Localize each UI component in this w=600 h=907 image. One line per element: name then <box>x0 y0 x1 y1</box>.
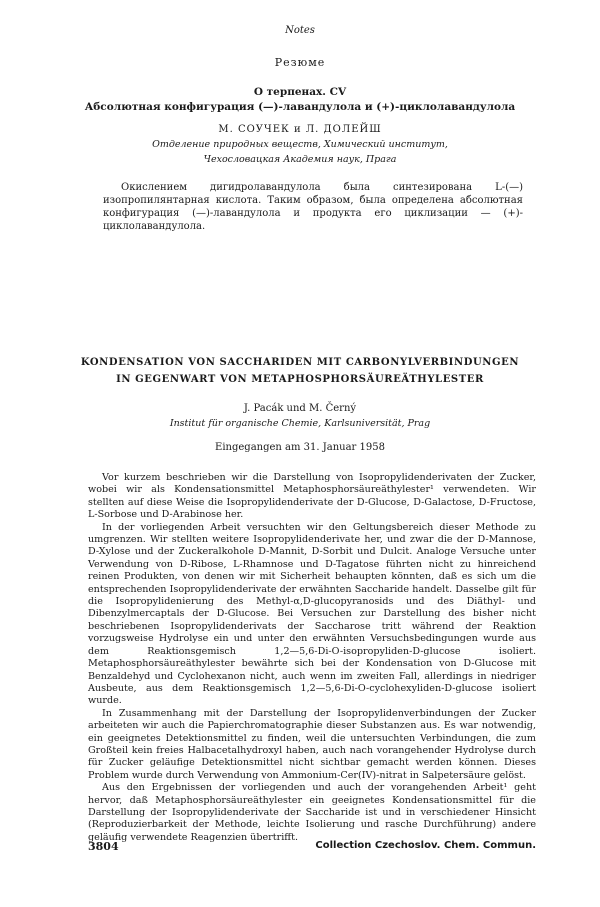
russian-institute-line1: Отделение природных веществ, Химический институт, <box>152 139 448 150</box>
body-paragraph-4: Aus den Ergebnissen der vorliegenden und auch der vorangehenden Arbeit¹ geht hervor, daß Metaphosphorsäureäthylester ein geeignetes Kondensationsmittel für die Darstellung der Isopropylidenderivate der Saccharide ist und in verschiedener Hinsicht (Reproduzierbarkeit der Methode, leichte Isolierung und rasche Durchführung) andere geläufig verwendete Reagenzien übertrifft. <box>88 782 536 843</box>
german-title-line1: KONDENSATION VON SACCHARIDEN MIT CARBONYLVERBINDUNGEN <box>80 357 520 368</box>
resume-heading: Резюме <box>274 56 326 69</box>
russian-authors: М. СОУЧЕК и Л. ДОЛЕЙШ <box>218 124 382 135</box>
received-date: Eingegangen am 31. Januar 1958 <box>215 442 385 453</box>
body-paragraph-3: In Zusammenhang mit der Darstellung der Isopropylidenverbindungen der Zucker arbeiteten wir auch die Papierchromatographie dieser Substanzen aus. Es war notwendig, ein geeignetes Detektionsmittel zu finden, weil die untersuchten Verbindungen, die zum Großteil kein freies Halbacetalhydroxyl haben, auch nach vorangehender Hydrolyse durch für Zucker geläufige Detektionsmittel nicht sichtbar gemacht werden können. Dieses Problem wurde durch Verwendung von Ammonium-Cer(IV)-nitrat in Salpetersäure gelöst. <box>88 707 536 781</box>
running-header: Notes <box>285 25 315 36</box>
russian-title-line2: Абсолютная конфигурация (—)-лавандулола и (+)-циклолавандулола <box>84 101 516 113</box>
russian-title-line1: О терпенах. CV <box>253 86 347 98</box>
body-paragraph-1: Vor kurzem beschrieben wir die Darstellung von Isopropylidenderivaten der Zucker, wobei wir als Kondensationsmittel Metaphosphorsäureäthylester¹ verwendeten. Wir stellten auf diese Weise die Isopropylidenderivate der D-Glucose, D-Galactose, D-Fructose, L-Sorbose und D-Arabinose her. <box>88 472 536 521</box>
german-title-line2: IN GEGENWART VON METAPHOSPHORSÄUREÄTHYLESTER <box>116 374 484 385</box>
german-institute: Institut für organische Chemie, Karlsuniversität, Prag <box>169 418 431 429</box>
article-body <box>88 472 536 844</box>
russian-abstract: Окислением дигидролавандулола была синтезирована L-(—) изопропилянтарная кислота. Таким образом, была определена абсолютная конфигурация (—)-лавандулола и продукта его циклизации — (+)-циклолавандулола. <box>103 182 523 232</box>
page-number: 3804 <box>88 840 119 853</box>
body-paragraph-2: In der vorliegenden Arbeit versuchten wir den Geltungsbereich dieser Methode zu umgrenzen. Wir stellten weitere Isopropylidenderivate her, und zwar die der D-Mannose, D-Xylose und der Zuckeralkohole D-Mannit, D-Sorbit und Dulcit. Analoge Versuche unter Verwendung von D-Ribose, L-Rhamnose und D-Tagatose führten nicht zu hinreichend reinen Produkten, von denen wir mit Sicherheit behaupten könnten, daß es sich um die entsprechenden Isopropylidenderivate der erwähnten Saccharide handelt. Dasselbe gilt für die Isopropylidenierung des Methyl-α,D-glucopyranosids und des Diäthyl- und Dibenzylmercaptals der D-Glucose. Bei Versuchen zur Darstellung des bisher nicht beschriebenen Isopropylidenderivats der Saccharose tritt während der Reaktion vorzugsweise Hydrolyse ein und unter den erwähnten Versuchsbedingungen wurde aus dem Reaktionsgemisch 1,2—5,6-Di-O-isopropyliden-D-glucose isoliert. Metaphosphorsäureäthylester bewährte sich bei der Kondensation von D-Glucose mit Benzaldehyd und Cyclohexanon nicht, auch wenn im zweiten Fall, allerdings in niedriger Ausbeute, aus dem Reaktionsgemisch 1,2—5,6-Di-O-cyclohexyliden-D-glucose isoliert wurde. <box>88 521 536 707</box>
german-authors: J. Pacák und M. Černý <box>243 403 357 414</box>
journal-name: Collection Czechoslov. Chem. Commun. <box>315 840 536 851</box>
russian-institute-line2: Чехословацкая Академия наук, Прага <box>203 154 397 165</box>
